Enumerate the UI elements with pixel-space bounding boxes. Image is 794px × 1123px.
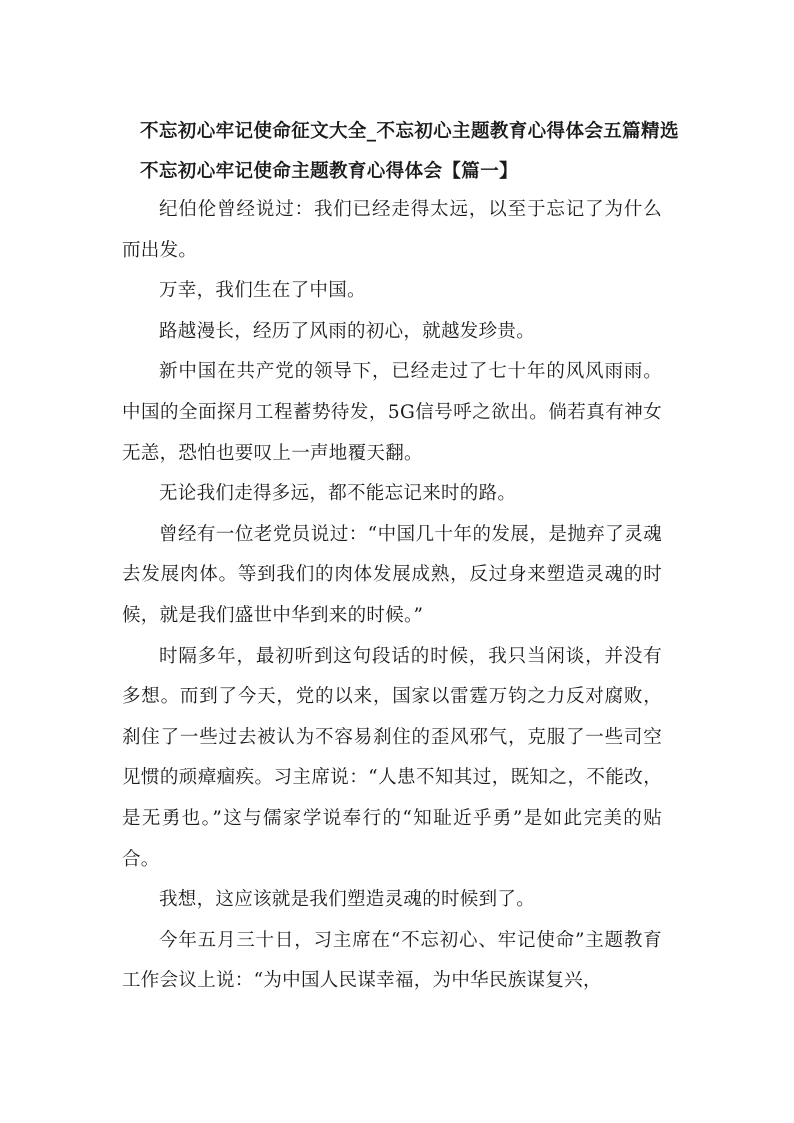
paragraph: 纪伯伦曾经说过：我们已经走得太远，以至于忘记了为什么而出发。 — [122, 199, 662, 261]
paragraph: 我想，这应该就是我们塑造灵魂的时候到了。 — [159, 889, 536, 911]
paragraph: 今年五月三十日，习主席在“不忘初心、牢记使命”主题教育工作会议上说：“为中国人民谋幸福，为中华民族谋复兴， — [122, 929, 662, 992]
section-heading: 不忘初心牢记使命主题教育心得体会【篇一】 — [140, 161, 519, 182]
paragraph: 新中国在共产党的领导下，已经走过了七十年的风风雨雨。中国的全面探月工程蓄势待发，5G信号呼之欲出。倘若真有神女无恙，恐怕也要叹上一声地覆天翻。 — [122, 361, 662, 464]
paragraph: 万幸，我们生在了中国。 — [159, 280, 366, 302]
paragraph: 路越漫长，经历了风雨的初心，就越发珍贵。 — [159, 320, 536, 342]
document-body — [122, 178, 662, 1002]
document-title: 不忘初心牢记使命征文大全_不忘初心主题教育心得体会五篇精选 — [140, 121, 679, 142]
paragraph: 曾经有一位老党员说过：“中国几十年的发展，是抛弃了灵魂去发展肉体。等到我们的肉体发展成熟，反过身来塑造灵魂的时候，就是我们盛世中华到来的时候。” — [122, 523, 662, 626]
paragraph: 无论我们走得多远，都不能忘记来时的路。 — [159, 483, 517, 505]
paragraph: 时隔多年，最初听到这句段话的时候，我只当闲谈，并没有多想。而到了今天，党的以来，国家以雷霆万钧之力反对腐败，刹住了一些过去被认为不容易刹住的歪风邪气，克服了一些司空见惯的顽瘴痼疾。习主席说：“人患不知其过，既知之，不能改，是无勇也。”这与儒家学说奉行的“知耻近乎勇”是如此完美的贴合。 — [122, 645, 662, 870]
